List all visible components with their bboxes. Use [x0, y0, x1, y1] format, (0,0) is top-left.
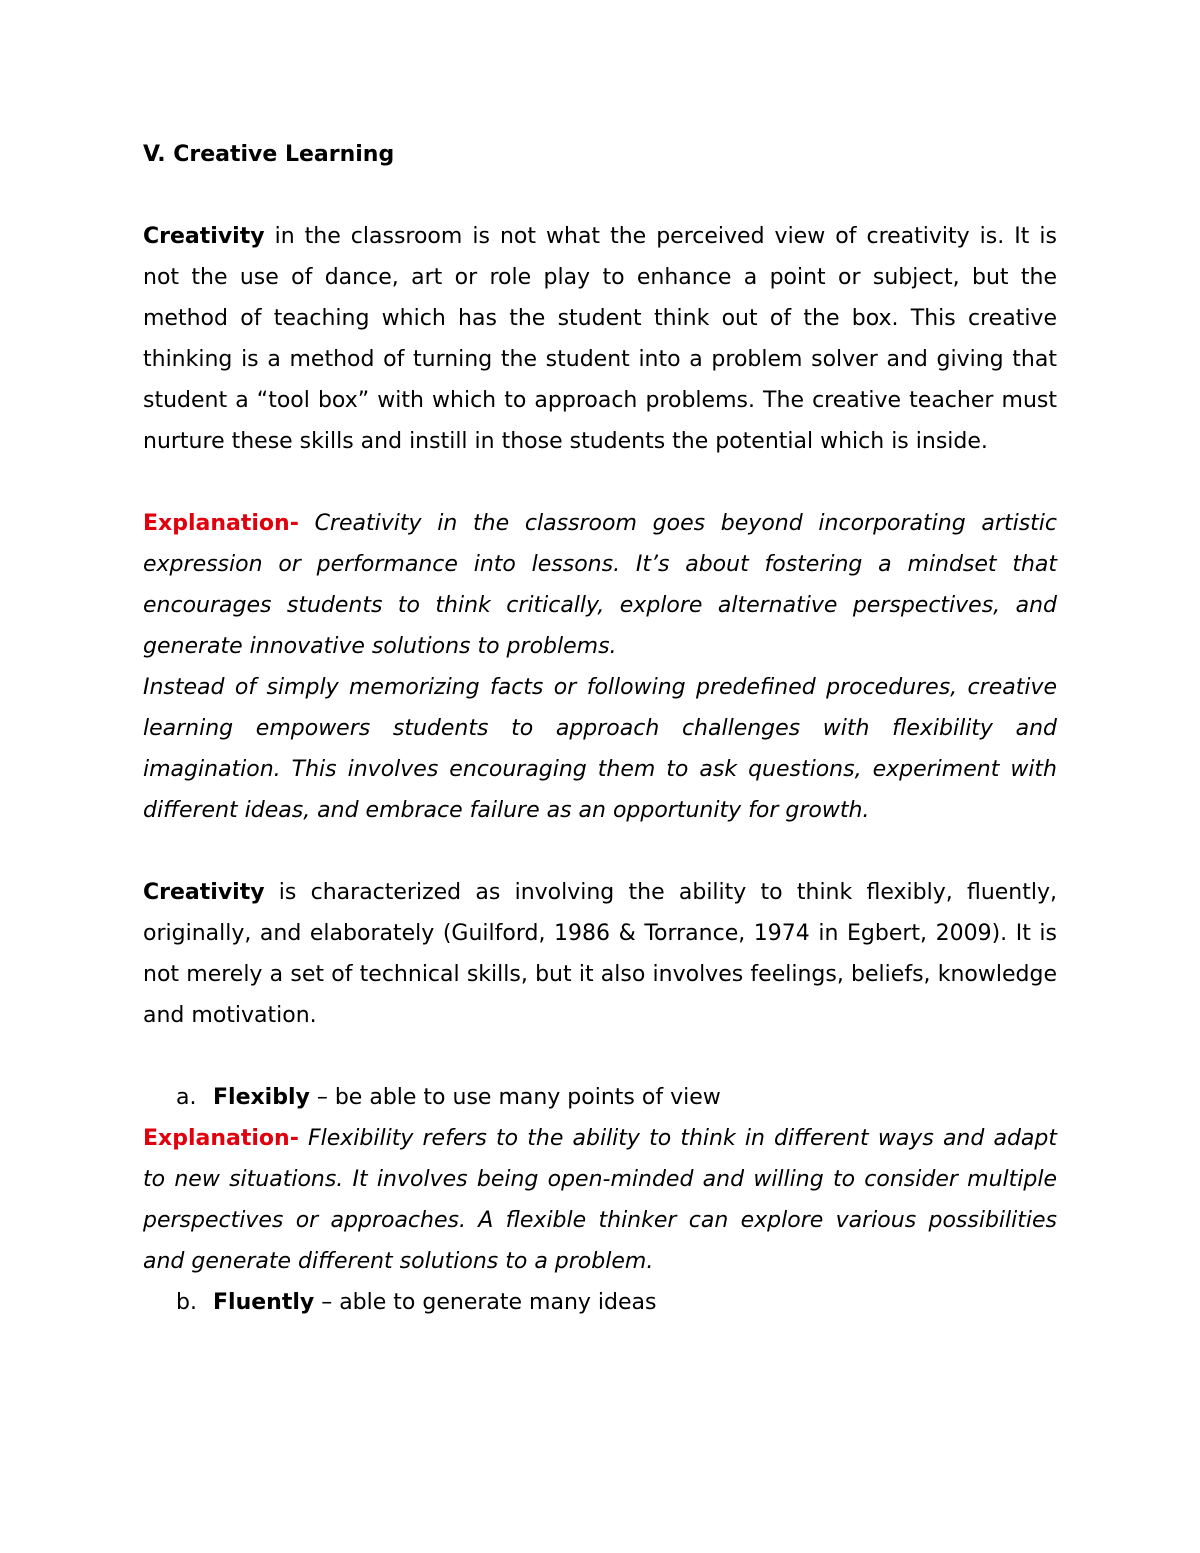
- creativity-term-2: Creativity: [143, 880, 265, 905]
- list-term: Flexibly: [213, 1085, 310, 1110]
- document-body: [143, 134, 1057, 1323]
- explanation-paragraph-2: Instead of simply memorizing facts or following predefined procedures, creative learning empowers students to approach challenges with flexibility and imagination. This involves encouraging them to ask questions, experiment with different ideas, and embrace failure as an opportunity for growth.: [143, 675, 1057, 823]
- explanation-label: Explanation-: [143, 511, 299, 536]
- section-heading: V. Creative Learning: [143, 142, 395, 167]
- list-marker: a.: [176, 1085, 197, 1110]
- explanation-text-1: Creativity in the classroom goes beyond incorporating artistic expression or performance into lessons. It’s about fostering a mindset that encourages students to think critically, explore alternative perspectives, and generate innovative solutions to problems.: [143, 511, 1057, 659]
- explanation-flexibility-paragraph: [143, 1118, 1057, 1282]
- list-text: – be able to use many points of view: [309, 1085, 721, 1110]
- creativity-term: Creativity: [143, 224, 265, 249]
- explanation-flexibility-text: Flexibility refers to the ability to think in different ways and adapt to new situations. It involves being open-minded and willing to consider multiple perspectives or approaches. A flexible thinker can explore various possibilities and generate different solutions to a problem.: [143, 1126, 1057, 1274]
- blank-line: [143, 175, 1057, 216]
- list-text: – able to generate many ideas: [314, 1290, 657, 1315]
- list-item-flexibly: [143, 1077, 1057, 1118]
- list-term: Fluently: [213, 1290, 315, 1315]
- creativity-paragraph-text: in the classroom is not what the perceived view of creativity is. It is not the use of dance, art or role play to enhance a point or subject, but the method of teaching which has the student think out of the box. This creative thinking is a method of turning the student into a problem solver and giving that student a “tool box” with which to approach problems. The creative teacher must nurture these skills and instill in those students the potential which is inside.: [143, 224, 1057, 454]
- creativity-paragraph: [143, 216, 1057, 462]
- explanation-paragraph-1: [143, 503, 1057, 667]
- blank-line: [143, 1036, 1057, 1077]
- list-marker: b.: [176, 1290, 197, 1315]
- characterization-text: is characterized as involving the ability to think flexibly, fluently, originally, and elaborately (Guilford, 1986 & Torrance, 1974 in Egbert, 2009). It is not merely a set of technical skills, but it also involves feelings, beliefs, knowledge and motivation.: [143, 880, 1057, 1028]
- explanation-label-2: Explanation-: [143, 1126, 299, 1151]
- blank-line: [143, 462, 1057, 503]
- list-item-fluently: [143, 1282, 1057, 1323]
- blank-line: [143, 831, 1057, 872]
- characterization-paragraph: [143, 872, 1057, 1036]
